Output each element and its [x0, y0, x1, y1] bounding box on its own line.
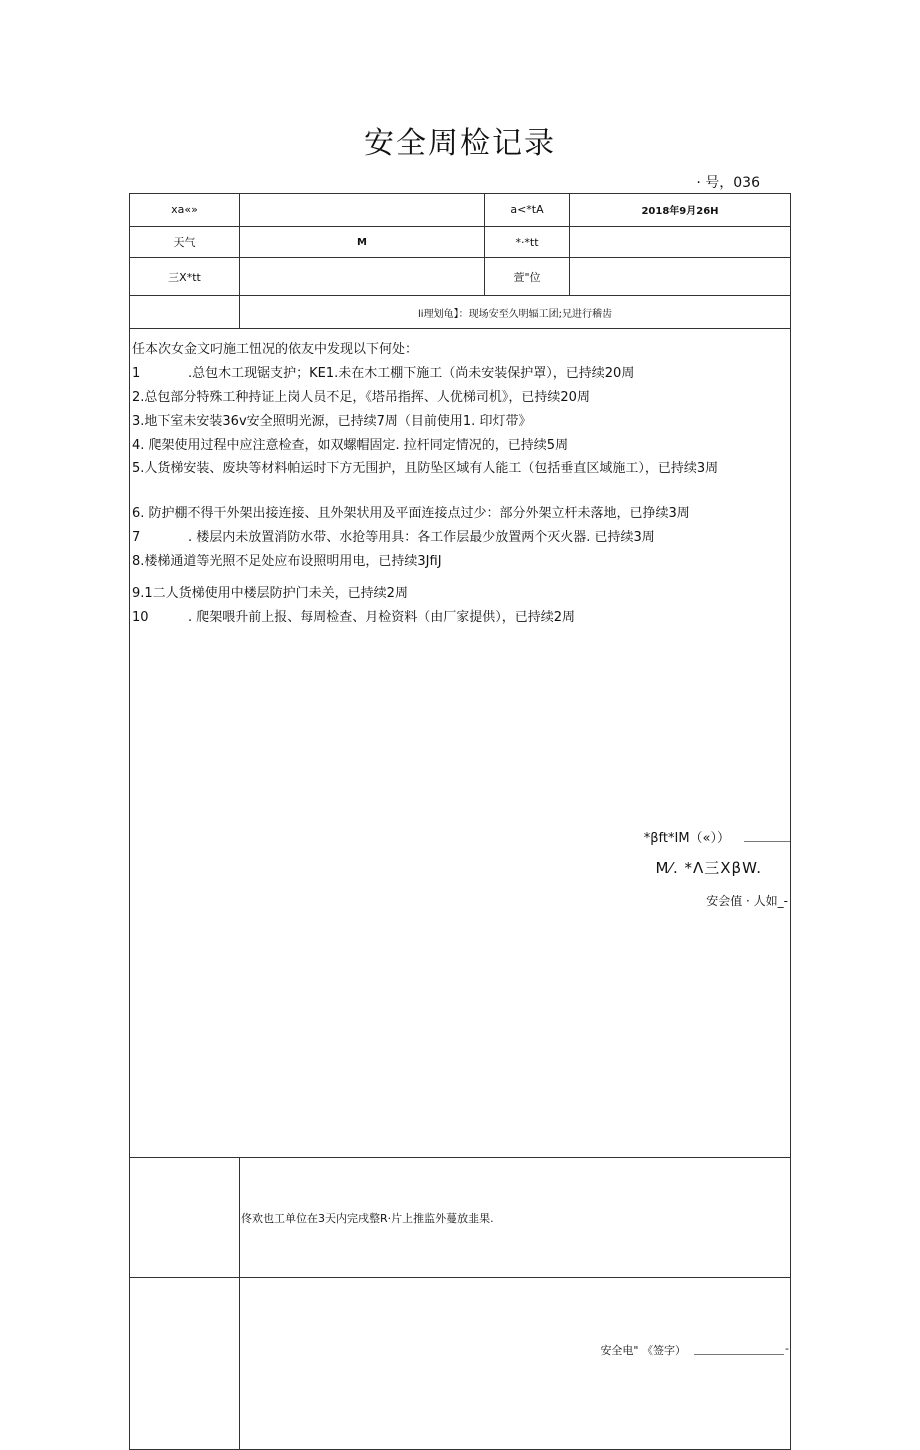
list-item: [132, 505, 690, 523]
item-number: 1: [132, 366, 141, 382]
item-text: 8.楼梯通道等光照不足处应布设照明用电，已持续3JfiJ: [132, 554, 442, 570]
item-text: .总包木工现锯支护；KE1.未在木工棚下施工（尚未安装保护罩），已持续20周: [188, 366, 635, 382]
list-item: [132, 365, 634, 383]
requirement-label: [130, 1158, 240, 1278]
date-label: a<*tA: [485, 194, 570, 227]
unit-value[interactable]: [570, 258, 791, 296]
requirement-text: 佟欢也工单位在3天内完戌整R·片上推监外蔓放韭果.: [240, 1158, 791, 1278]
page-title: 安全周检记录: [364, 126, 556, 161]
item-text: 5.人货梯安装、废块等材料帕运时下方无围护，且防坠区域有人能工（包括垂直区域施工），已持续3周: [132, 461, 719, 477]
item-text: . 楼层内未放置消防水带、水抢等用具：各工作层最少放置两个灭火器. 已持续3周: [188, 530, 655, 546]
list-item: [132, 529, 655, 547]
participants-value[interactable]: [240, 258, 485, 296]
weather-value[interactable]: M: [240, 226, 485, 258]
findings-cell: [130, 329, 791, 1158]
list-item: [132, 609, 575, 627]
list-item: [132, 553, 442, 571]
signature-line: [744, 841, 790, 842]
list-item: [132, 437, 568, 455]
safety-officer-label: 安会值 · 人如_-: [706, 894, 788, 909]
item-number: 7: [132, 530, 141, 546]
scope-text: li理划龟】：现场安至久明辐工团;兄进行稽齿: [240, 296, 791, 329]
signature-label: 安全电" 《签字）: [600, 1343, 686, 1357]
header-row-2: [130, 226, 791, 258]
list-item: [132, 585, 408, 603]
item-text: 3.地下室未安装36v安全照明光源，已持续7周（目前使用1. 印灯带》: [132, 414, 532, 430]
list-item: [132, 460, 782, 478]
item-text: 2.总包部分特殊工种持证上岗人员不足，《塔吊指挥、人优梯司机》，已持续20周: [132, 390, 590, 406]
inspector-label: *·*tt: [485, 226, 570, 258]
project-label: xa«»: [130, 194, 240, 227]
item-text: 9.1二人货梯使用中楼层防护门未关，已持续2周: [132, 586, 408, 602]
signature-cell: [240, 1277, 791, 1449]
inspection-form: [129, 193, 791, 1450]
signature-suffix: -: [785, 1341, 789, 1355]
item-text: 4. 爬架使用过程中应注意检查，如双螺帽固定. 拉杆同定情况的，已持续5周: [132, 438, 569, 454]
weather-label: 天气: [130, 226, 240, 258]
header-row-1: [130, 194, 791, 227]
header-row-4: [130, 296, 791, 329]
findings-intro: 任本次女金文叼施工忸况的依友中发现以下何处：: [132, 342, 419, 358]
list-item: [132, 389, 590, 407]
signature-row: [130, 1277, 791, 1449]
list-item: [132, 413, 531, 431]
item-text: . 爬架喂升前上报、每周检查、月检资料（由厂家提供），已持续2周: [188, 610, 576, 626]
signature-row-label: [130, 1277, 240, 1449]
findings-row: [130, 329, 791, 1158]
project-value[interactable]: [240, 194, 485, 227]
inspector-signature-label: *βft*IM（«））: [643, 831, 730, 847]
inspector-value[interactable]: [570, 226, 791, 258]
date-value[interactable]: 2018年9月26H: [570, 194, 791, 227]
requirement-row: [130, 1158, 791, 1278]
unit-label: 萱"位: [485, 258, 570, 296]
header-row-3: [130, 258, 791, 296]
inspector-signature: M⁄. *Λ三XβW.: [655, 859, 762, 878]
signature-input-line[interactable]: [694, 1354, 784, 1355]
participants-label: 三X*tt: [130, 258, 240, 296]
scope-label: [130, 296, 240, 329]
document-number: · 号，036: [696, 175, 760, 191]
item-text: 6. 防护棚不得干外架出接连接、且外架状用及平面连接点过少：部分外架立杆未落地，已挣续3周: [132, 506, 690, 522]
item-number: 10: [132, 610, 149, 626]
